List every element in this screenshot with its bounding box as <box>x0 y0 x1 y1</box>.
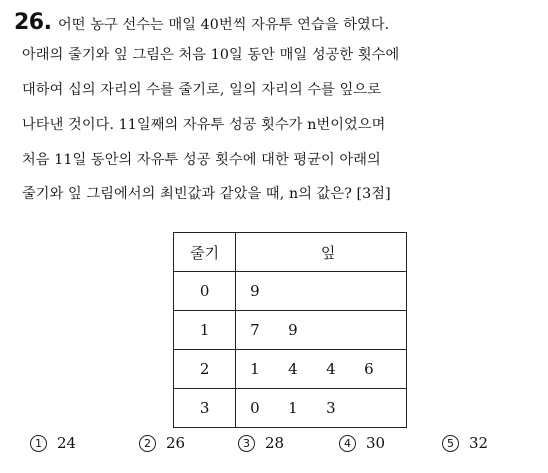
choice-value: 28 <box>265 434 285 452</box>
question-text-line-2: 아래의 줄기와 잎 그림은 처음 10일 동안 매일 성공한 횟수에 <box>22 47 400 63</box>
answer-choice-2[interactable] <box>139 434 185 452</box>
stem-cell: 1 <box>174 311 236 350</box>
leaf-value: 9 <box>250 282 260 300</box>
answer-choice-3[interactable] <box>238 434 284 452</box>
leaf-value: 6 <box>364 360 374 378</box>
question-text-line-1: 어떤 농구 선수는 매일 40번씩 자유투 연습을 하였다. <box>58 17 390 33</box>
table-row <box>174 272 407 311</box>
leaf-value: 3 <box>326 399 336 417</box>
circled-number-3-icon: 3 <box>238 435 255 452</box>
stem-header: 줄기 <box>174 233 236 272</box>
leaf-cell <box>236 389 407 428</box>
circled-number-4-icon: 4 <box>339 435 356 452</box>
table-header-row <box>174 233 407 272</box>
stem-cell: 3 <box>174 389 236 428</box>
circled-number-1-icon: 1 <box>30 435 47 452</box>
question-text-line-6: 줄기와 잎 그림에서의 최빈값과 같았을 때, n의 값은? [3점] <box>22 186 391 202</box>
leaf-header: 잎 <box>236 233 407 272</box>
answer-choice-1[interactable] <box>30 434 76 452</box>
table-row <box>174 311 407 350</box>
circled-number-2-icon: 2 <box>139 435 156 452</box>
answer-choice-4[interactable] <box>339 434 385 452</box>
leaf-value: 1 <box>288 399 298 417</box>
leaf-cell <box>236 272 407 311</box>
choice-value: 24 <box>57 434 77 452</box>
choice-value: 32 <box>469 434 489 452</box>
choice-value: 30 <box>366 434 386 452</box>
leaf-value: 0 <box>250 399 260 417</box>
table-row <box>174 350 407 389</box>
answer-choice-5[interactable] <box>442 434 488 452</box>
question-text-line-3: 대하여 십의 자리의 수를 줄기로, 일의 자리의 수를 잎으로 <box>22 82 382 98</box>
circled-number-5-icon: 5 <box>442 435 459 452</box>
leaf-cell <box>236 311 407 350</box>
question-text-line-5: 처음 11일 동안의 자유투 성공 횟수에 대한 평균이 아래의 <box>22 152 381 168</box>
leaf-value: 9 <box>288 321 298 339</box>
question-first-line <box>0 10 548 40</box>
question-text-line-4: 나타낸 것이다. 11일째의 자유투 성공 횟수가 n번이었으며 <box>22 117 386 133</box>
leaf-value: 4 <box>326 360 336 378</box>
leaf-value: 4 <box>288 360 298 378</box>
choice-value: 26 <box>166 434 186 452</box>
question-number: 26. <box>14 10 52 35</box>
answer-choices <box>0 434 548 462</box>
stem-cell: 2 <box>174 350 236 389</box>
leaf-value: 7 <box>250 321 260 339</box>
stem-cell: 0 <box>174 272 236 311</box>
stem-and-leaf-table <box>173 232 407 428</box>
leaf-value: 1 <box>250 360 260 378</box>
leaf-cell <box>236 350 407 389</box>
table-row <box>174 389 407 428</box>
